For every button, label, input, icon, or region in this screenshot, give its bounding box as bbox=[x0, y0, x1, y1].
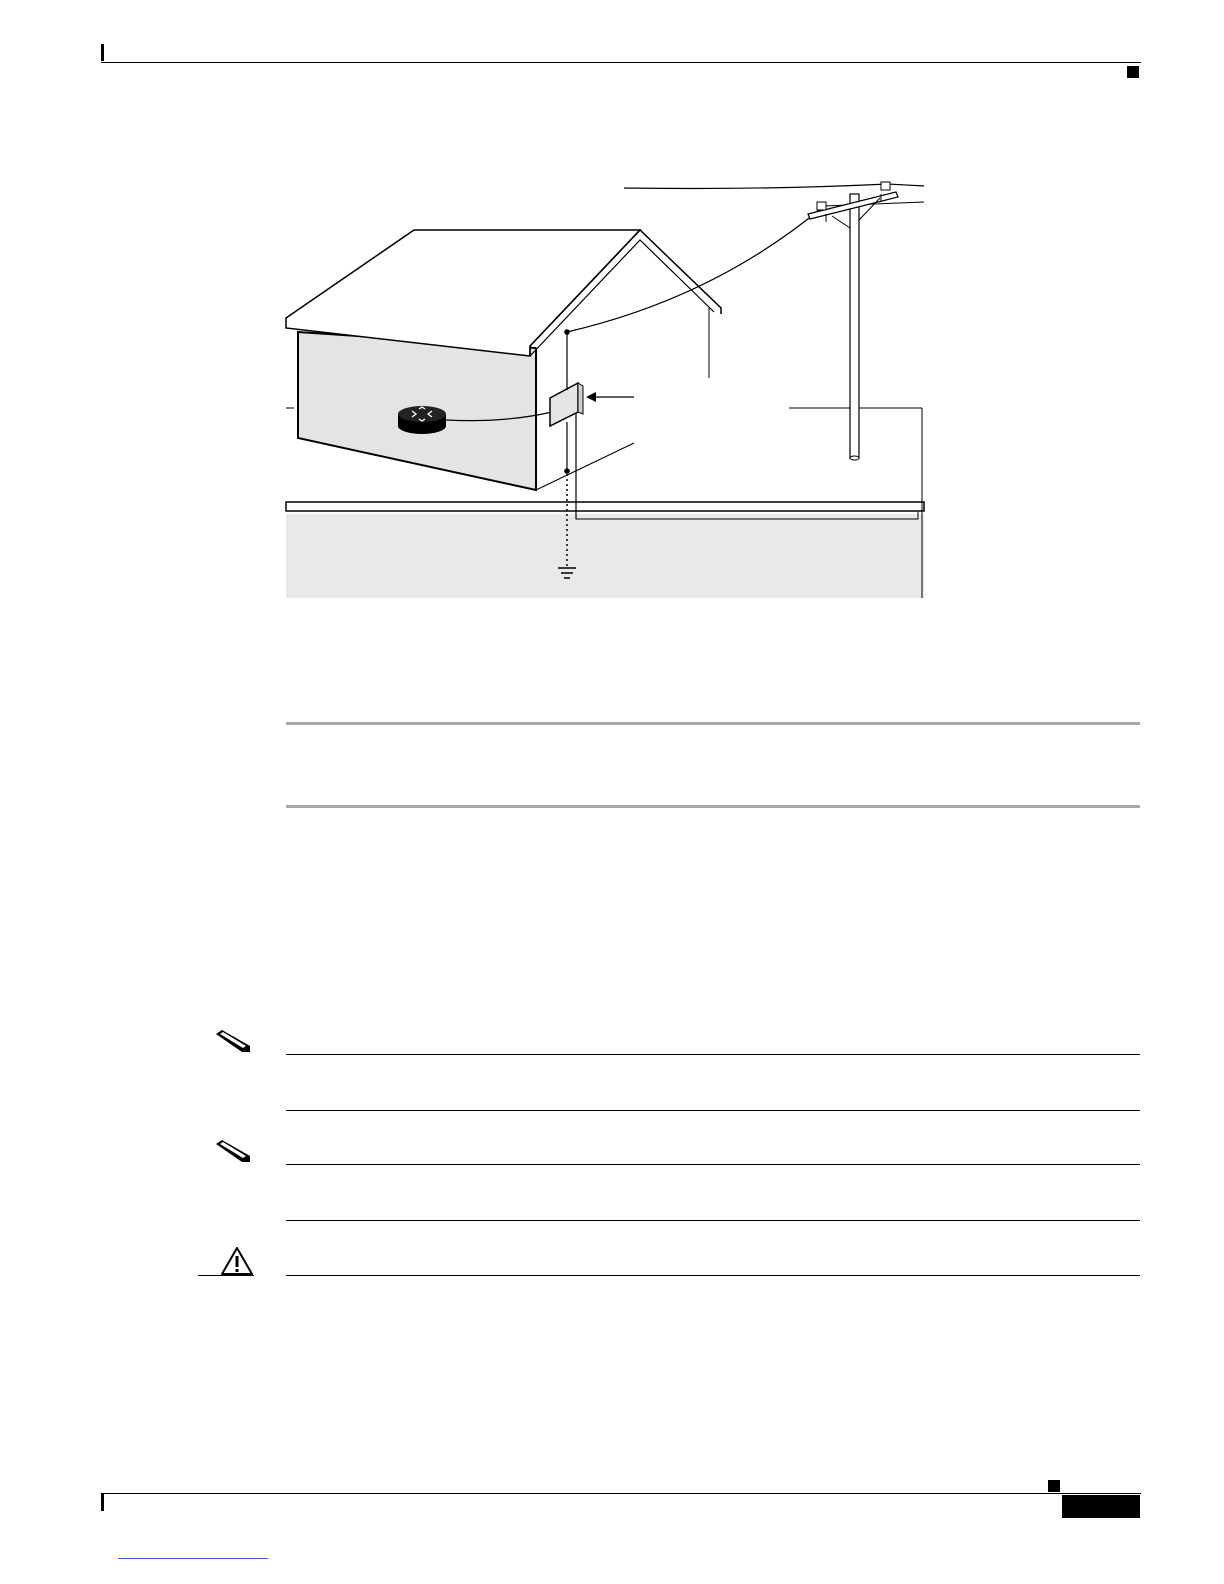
header-rule bbox=[101, 62, 1141, 63]
caution-rule bbox=[286, 1275, 1140, 1276]
section-rule-bottom bbox=[286, 805, 1140, 808]
caution-triangle-icon bbox=[220, 1246, 254, 1276]
note-2-rule-top bbox=[286, 1164, 1140, 1165]
caution-rule-left bbox=[198, 1275, 254, 1276]
header-left-tick bbox=[101, 44, 104, 61]
grounding-illustration bbox=[284, 178, 928, 600]
pencil-note-icon bbox=[212, 1030, 252, 1054]
section-rule-top bbox=[286, 722, 1140, 725]
note-1-rule-top bbox=[286, 1054, 1140, 1055]
header-marker bbox=[1127, 66, 1139, 78]
footer-left-tick bbox=[101, 1494, 104, 1511]
footer-link-underline bbox=[118, 1558, 268, 1559]
note-1-rule-bottom bbox=[286, 1110, 1140, 1111]
pencil-note-icon bbox=[212, 1140, 252, 1164]
footer-rule bbox=[101, 1493, 1141, 1494]
footer-marker bbox=[1048, 1480, 1060, 1492]
note-2-rule-bottom bbox=[286, 1220, 1140, 1221]
page-number-box bbox=[1062, 1495, 1140, 1518]
